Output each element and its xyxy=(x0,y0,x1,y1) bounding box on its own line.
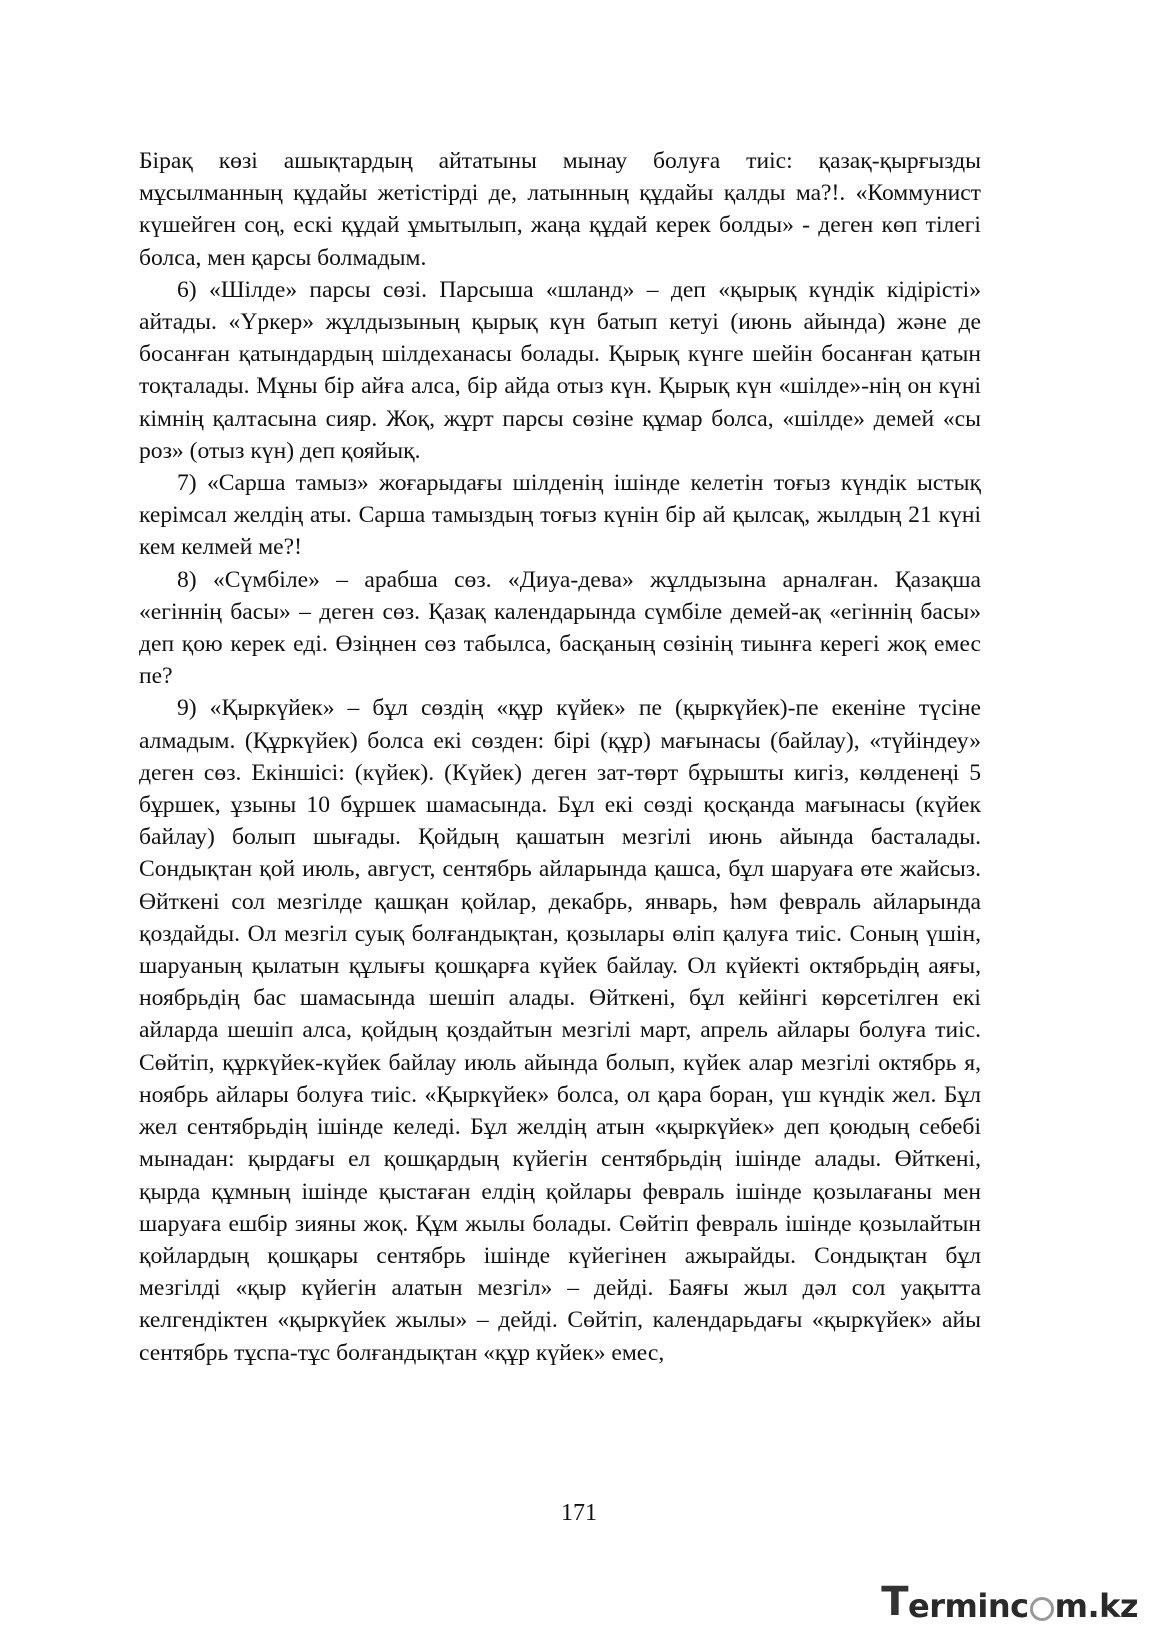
watermark-letter-c: c xyxy=(1010,1587,1029,1625)
paragraph-9-qyrkuiek: 9) «Қыркүйек» – бұл сөздің «құр күйек» пе (қыркүйек)-пе екеніне түсіне алмадым. (Құркүйек) болса екі сөзден: бірі (құр) мағынасы (байлау), «түйіндеу» деген сөз. Екіншісі: (күйек). (Күйек) деген зат-төрт бұрышты кигіз, көлденеңі 5 бұршек, ұзыны 10 бұршек шамасында. Бұл екі сөзді қосқанда мағынасы (күйек байлау) болып шығады. Қойдың қашатын мезгілі июнь айында басталады. Сондықтан қой июль, август, сентябрь айларында қашса, бұл шаруаға өте жайсыз. Өйткені сол мезгілде қашқан қойлар, декабрь, январь, һәм февраль айларында қоздайды. Ол мезгіл суық болғандықтан, қозылары өліп қалуға тиіс. Соның үшін, шаруаның қылатын құлығы қошқарға күйек байлау. Ол күйекті октябрьдің аяғы, ноябрьдің бас шамасында шешіп алады. Өйткені, бұл кейінгі көрсетілген екі айларда шешіп алса, қойдың қоздайтын мезгілі март, апрель айлары болуға тиіс. Сөйтіп, құркүйек-күйек байлау июль айында болып, күйек алар мезгілі октябрь я, ноябрь айлары болуға тиіс. «Қыркүйек» болса, ол қара боран, үш күндік жел. Бұл жел сентябрьдің ішінде келеді. Бұл желдің атын «қыркүйек» деп қоюдың себебі мынадан: қырдағы ел қошқардың күйегін сентябрьдің ішінде алады. Өйткені, қырда құмның ішінде қыстаған елдің қойлары февраль ішінде қозылағаны мен шаруаға ешбір зияны жоқ. Құм жылы болады. Сөйтіп февраль ішінде қозылайтын қойлардың қошқары сентябрь ішінде күйегінен ажырайды. Сондықтан бұл мезгілді «қыр күйегін алатын мезгіл» – дейді. Баяғы жыл дәл сол уақытта келгендіктен «қыркүйек жылы» – дейді. Сөйтіп, календарьдағы «қыркүйек» айы сентябрь тұспа-тұс болғандықтан «құр күйек» емес, xyxy=(139,695,981,1366)
watermark-domain: m.kz xyxy=(1054,1587,1138,1625)
body-text xyxy=(139,145,981,1369)
page-number: 171 xyxy=(561,1500,597,1526)
watermark-letter-t: T xyxy=(881,1579,909,1625)
paragraph-8-sumbile: 8) «Сүмбіле» – арабша сөз. «Диуа-дева» жұлдызына арналған. Қазақша «егіннің басы» – деген сөз. Қазақ календарында сүмбіле демей-ақ «егіннің басы» деп қою керек еді. Өзіңнен сөз табылса, басқаның сөзінің тиынға керегі жоқ емес пе? xyxy=(139,566,981,690)
paragraph-7-sarsha-tamyz: 7) «Сарша тамыз» жоғарыдағы шілденің ішінде келетін тоғыз күндік ыстық керімсал желдің аты. Сарша тамыздың тоғыз күнін бір ай қылсақ, жылдың 21 күні кем келмей ме?! xyxy=(139,470,981,561)
watermark-text-part: ermin xyxy=(908,1587,1011,1625)
paragraph-intro: Бірақ көзі ашықтардың айтатыны мынау болуға тиіс: қазақ-қырғызды мұсылманның құдайы жетістірді де, латынның құдайы қалды ма?!. «Коммунист күшейген соң, ескі құдай ұмытылып, жаңа құдай керек болды» - деген көп тілегі болса, мен қарсы болмадым. xyxy=(139,148,981,271)
paragraph-6-shilde: 6) «Шілде» парсы сөзі. Парсыша «шланд» – деп «қырық күндік кідірісті» айтады. «Үркер» жұлдызының қырық күн батып кетуі (июнь айында) және де босанған қатындардың шілдеханасы болады. Қырық күнге шейін босанған қатын тоқталады. Мұны бір айға алса, бір айда отыз күн. Қырық күн «шілде»-нің он күні кімнің қалтасына сияр. Жоқ, жұрт парсы сөзіне құмар болса, «шілде» демей «сы роз» (отыз күн) деп қояйық. xyxy=(139,276,981,464)
termincom-watermark-logo xyxy=(881,1579,1138,1625)
watermark-ring-icon xyxy=(1030,1597,1054,1621)
